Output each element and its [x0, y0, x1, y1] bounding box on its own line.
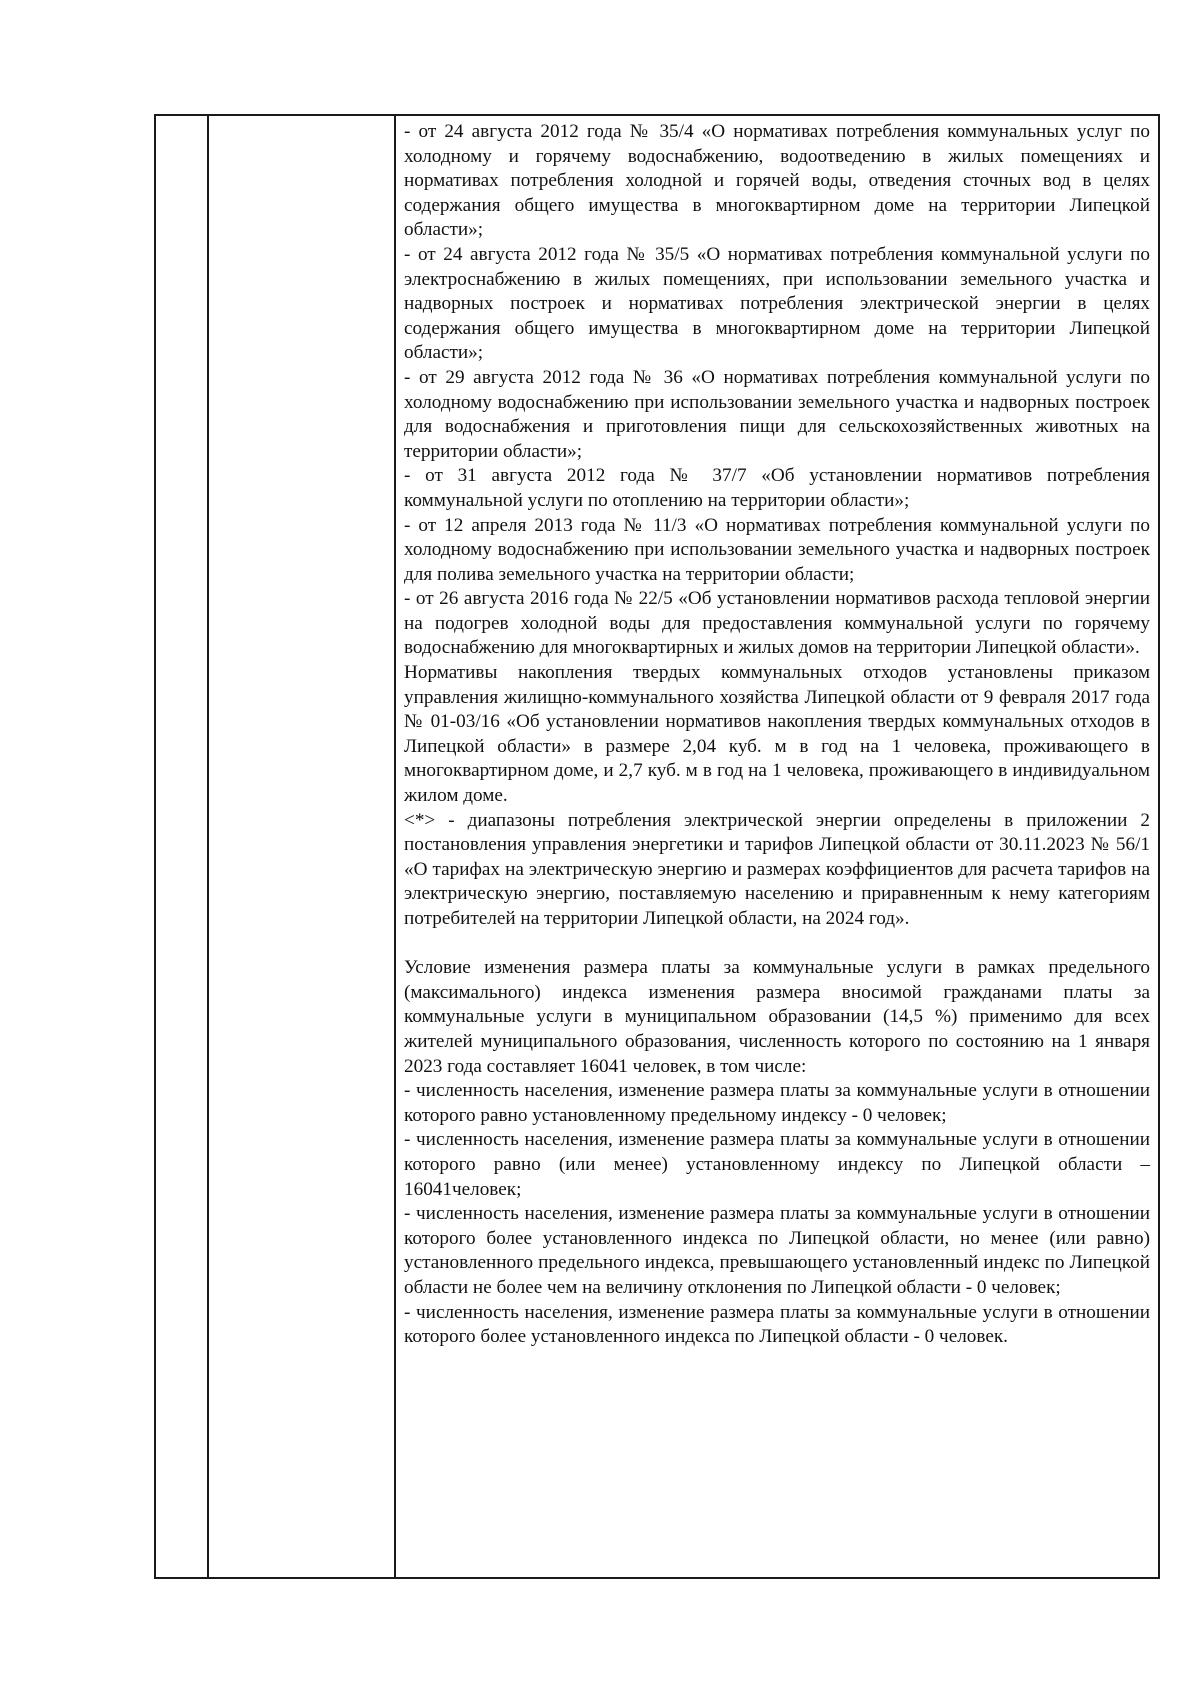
paragraph: <*> - диапазоны потребления электрической энергии определены в приложении 2 постановления управления энергетики и тарифов Липецкой области от 30.11.2023 № 56/1 «О тарифах на электрическую энергию и размерах коэффициентов для расчета тарифов на электрическую энергию, поставляемую населению и приравненным к нему категориям потребителей на территории Липецкой области, на 2024 год». — [404, 809, 1150, 929]
paragraph: - от 26 августа 2016 года № 22/5 «Об установлении нормативов расхода тепловой энергии на подогрев холодной воды для предоставления коммунальной услуги по горячему водоснабжению для многоквартирных и жилых домов на территории Липецкой области». — [404, 588, 1150, 659]
paragraph: - от 12 апреля 2013 года № 11/3 «О нормативах потребления коммунальной услуги по холодному водоснабжению при использовании земельного участка и надворных построек для полива земельного участка на территории области; — [404, 514, 1150, 585]
paragraph: - численность населения, изменение размера платы за коммунальные услуги в отношении которого более установленного индекса по Липецкой области, но менее (или равно) установленного предельного индекса, превышающего установленный индекс по Липецкой области не более чем на величину отклонения по Липецкой области - 0 человек; — [404, 1203, 1150, 1298]
table-cell-content — [396, 116, 1158, 1577]
paragraph: Нормативы накопления твердых коммунальных отходов установлены приказом управления жилищно-коммунального хозяйства Липецкой области от 9 февраля 2017 года № 01-03/16 «Об установлении нормативов накопления твердых коммунальных отходов в Липецкой области» в размере 2,04 куб. м в год на 1 человека, проживающего в многоквартирном доме, и 2,7 куб. м в год на 1 человека, проживающего в индивидуальном жилом доме. — [404, 662, 1150, 807]
paragraph: - численность населения, изменение размера платы за коммунальные услуги в отношении которого равно (или менее) установленному индексу по Липецкой области – 16041человек; — [404, 1129, 1150, 1200]
table-cell-label — [209, 116, 396, 1577]
paragraph: - численность населения, изменение размера платы за коммунальные услуги в отношении которого более установленного индекса по Липецкой области - 0 человек. — [404, 1301, 1150, 1348]
table — [154, 114, 1160, 1579]
paragraph: - от 29 августа 2012 года № 36 «О нормативах потребления коммунальной услуги по холодному водоснабжению при использовании земельного участка и надворных построек для водоснабжения и приготовления пищи для сельскохозяйственных животных на территории области»; — [404, 366, 1150, 462]
paragraph: Условие изменения размера платы за коммунальные услуги в рамках предельного (максимального) индекса изменения размера вносимой гражданами платы за коммунальные услуги в муниципальном образовании (14,5 %) применимо для всех жителей муниципального образования, численность которого по состоянию на 1 января 2023 года составляет 16041 человек, в том числе: — [404, 957, 1150, 1077]
table-cell-number — [156, 116, 209, 1577]
paragraph: - от 31 августа 2012 года № 37/7 «Об установлении нормативов потребления коммунальной услуги по отоплению на территории области»; — [404, 465, 1150, 511]
paragraph: - от 24 августа 2012 года № 35/5 «О нормативах потребления коммунальной услуги по электроснабжению в жилых помещениях, при использовании земельного участка и надворных построек и нормативах потребления электрической энергии в целях содержания общего имущества в многоквартирном доме на территории Липецкой области»; — [404, 243, 1150, 364]
paragraph: - численность населения, изменение размера платы за коммунальные услуги в отношении которого равно установленному предельному индексу - 0 человек; — [404, 1080, 1150, 1126]
paragraph: - от 24 августа 2012 года № 35/4 «О нормативах потребления коммунальных услуг по холодному и горячему водоснабжению, водоотведению в жилых помещениях и нормативах потребления холодной и горячей воды, отведения сточных вод в целях содержания общего имущества в многоквартирном доме на территории Липецкой области»; — [404, 121, 1150, 241]
